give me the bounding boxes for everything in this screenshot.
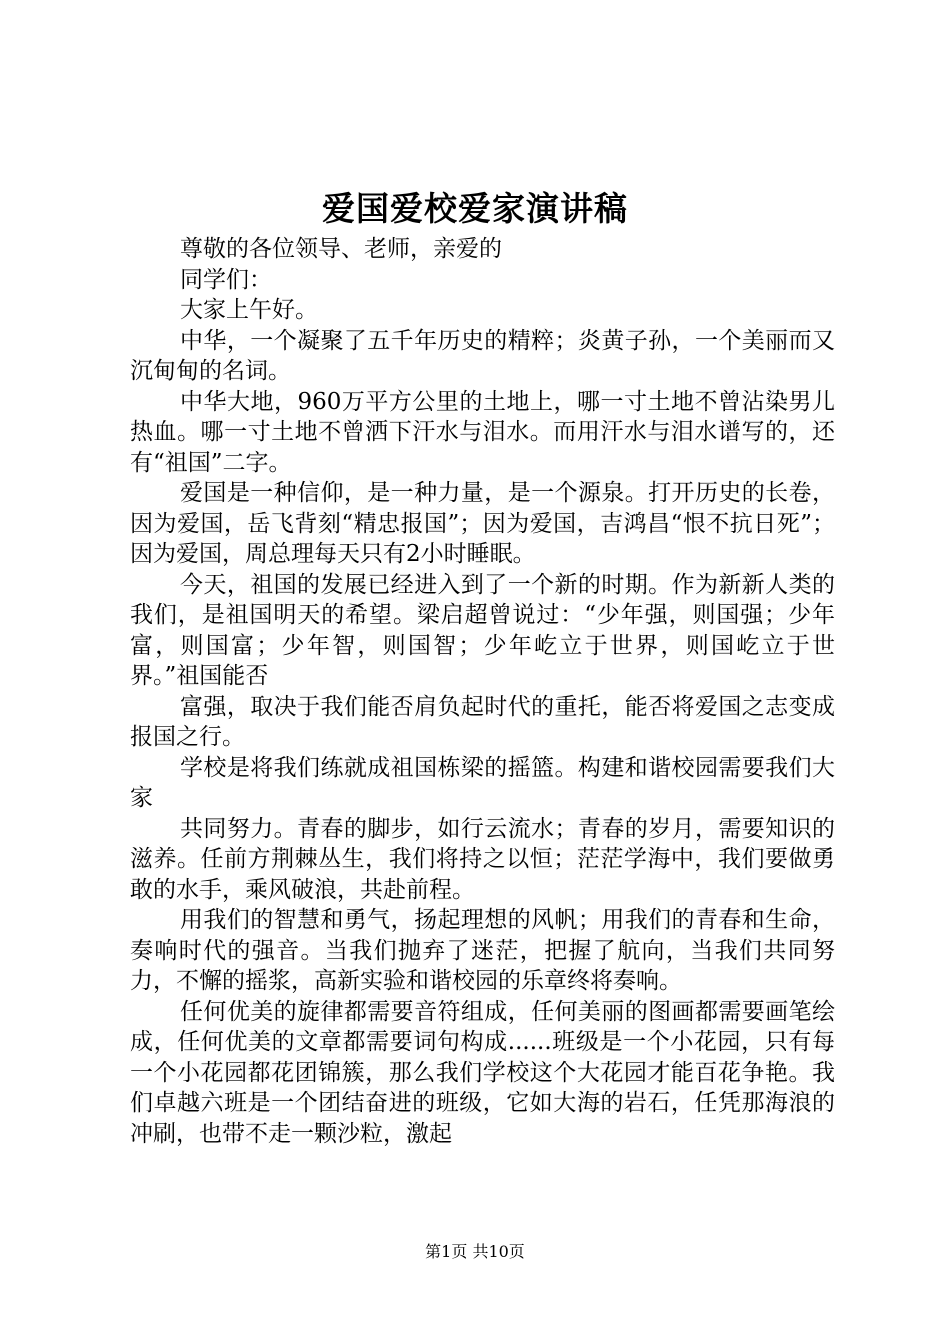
paragraph: 爱国是一种信仰，是一种力量，是一个源泉。打开历史的长卷，因为爱国，岳飞背刻“精忠报国”；因为爱国，吉鸿昌“恨不抗日死”；因为爱国，周总理每天只有2小时睡眠。 (130, 480, 835, 567)
document-title: 爱国爱校爱家演讲稿 (322, 189, 628, 228)
document-body (130, 234, 835, 1149)
paragraph: 学校是将我们练就成祖国栋梁的摇篮。构建和谐校园需要我们大家 (130, 754, 835, 811)
paragraph: 共同努力。青春的脚步，如行云流水；青春的岁月，需要知识的滋养。任前方荆棘丛生，我们将持之以恒；茫茫学海中，我们要做勇敢的水手，乘风破浪，共赴前程。 (130, 815, 835, 903)
paragraph-salutation: 尊敬的各位领导、老师，亲爱的 (180, 236, 502, 262)
paragraph: 富强，取决于我们能否肩负起时代的重托，能否将爱国之志变成报国之行。 (130, 693, 835, 750)
paragraph: 中华，一个凝聚了五千年历史的精粹；炎黄子孙，一个美丽而又沉甸甸的名词。 (130, 327, 835, 384)
paragraph-greeting: 大家上午好。 (180, 297, 318, 323)
paragraph-salutation-cont: 同学们： (180, 266, 272, 293)
paragraph: 用我们的智慧和勇气，扬起理想的风帆；用我们的青春和生命，奏响时代的强音。当我们抛弃了迷茫，把握了航向，当我们共同努力，不懈的摇浆，高新实验和谐校园的乐章终将奏响。 (130, 907, 835, 994)
paragraph: 任何优美的旋律都需要音符组成，任何美丽的图画都需要画笔绘成，任何优美的文章都需要词句构成......班级是一个小花园，只有每一个小花园都花团锦簇，那么我们学校这个大花园才能百花争艳。我们卓越六班是一个团结奋进的班级，它如大海的岩石，任凭那海浪的冲刷，也带不走一颗沙粒，激起 (130, 998, 835, 1147)
paragraph: 今天，祖国的发展已经进入到了一个新的时期。作为新新人类的我们，是祖国明天的希望。梁启超曾说过：“少年强，则国强；少年富，则国富；少年智，则国智；少年屹立于世界，则国屹立于世界。”祖国能否 (130, 571, 835, 689)
paragraph: 中华大地，960万平方公里的土地上，哪一寸土地不曾沾染男儿热血。哪一寸土地不曾洒下汗水与泪水。而用汗水与泪水谱写的，还有“祖国”二字。 (130, 388, 835, 476)
page-footer: 第1页 共10页 (425, 1242, 525, 1261)
